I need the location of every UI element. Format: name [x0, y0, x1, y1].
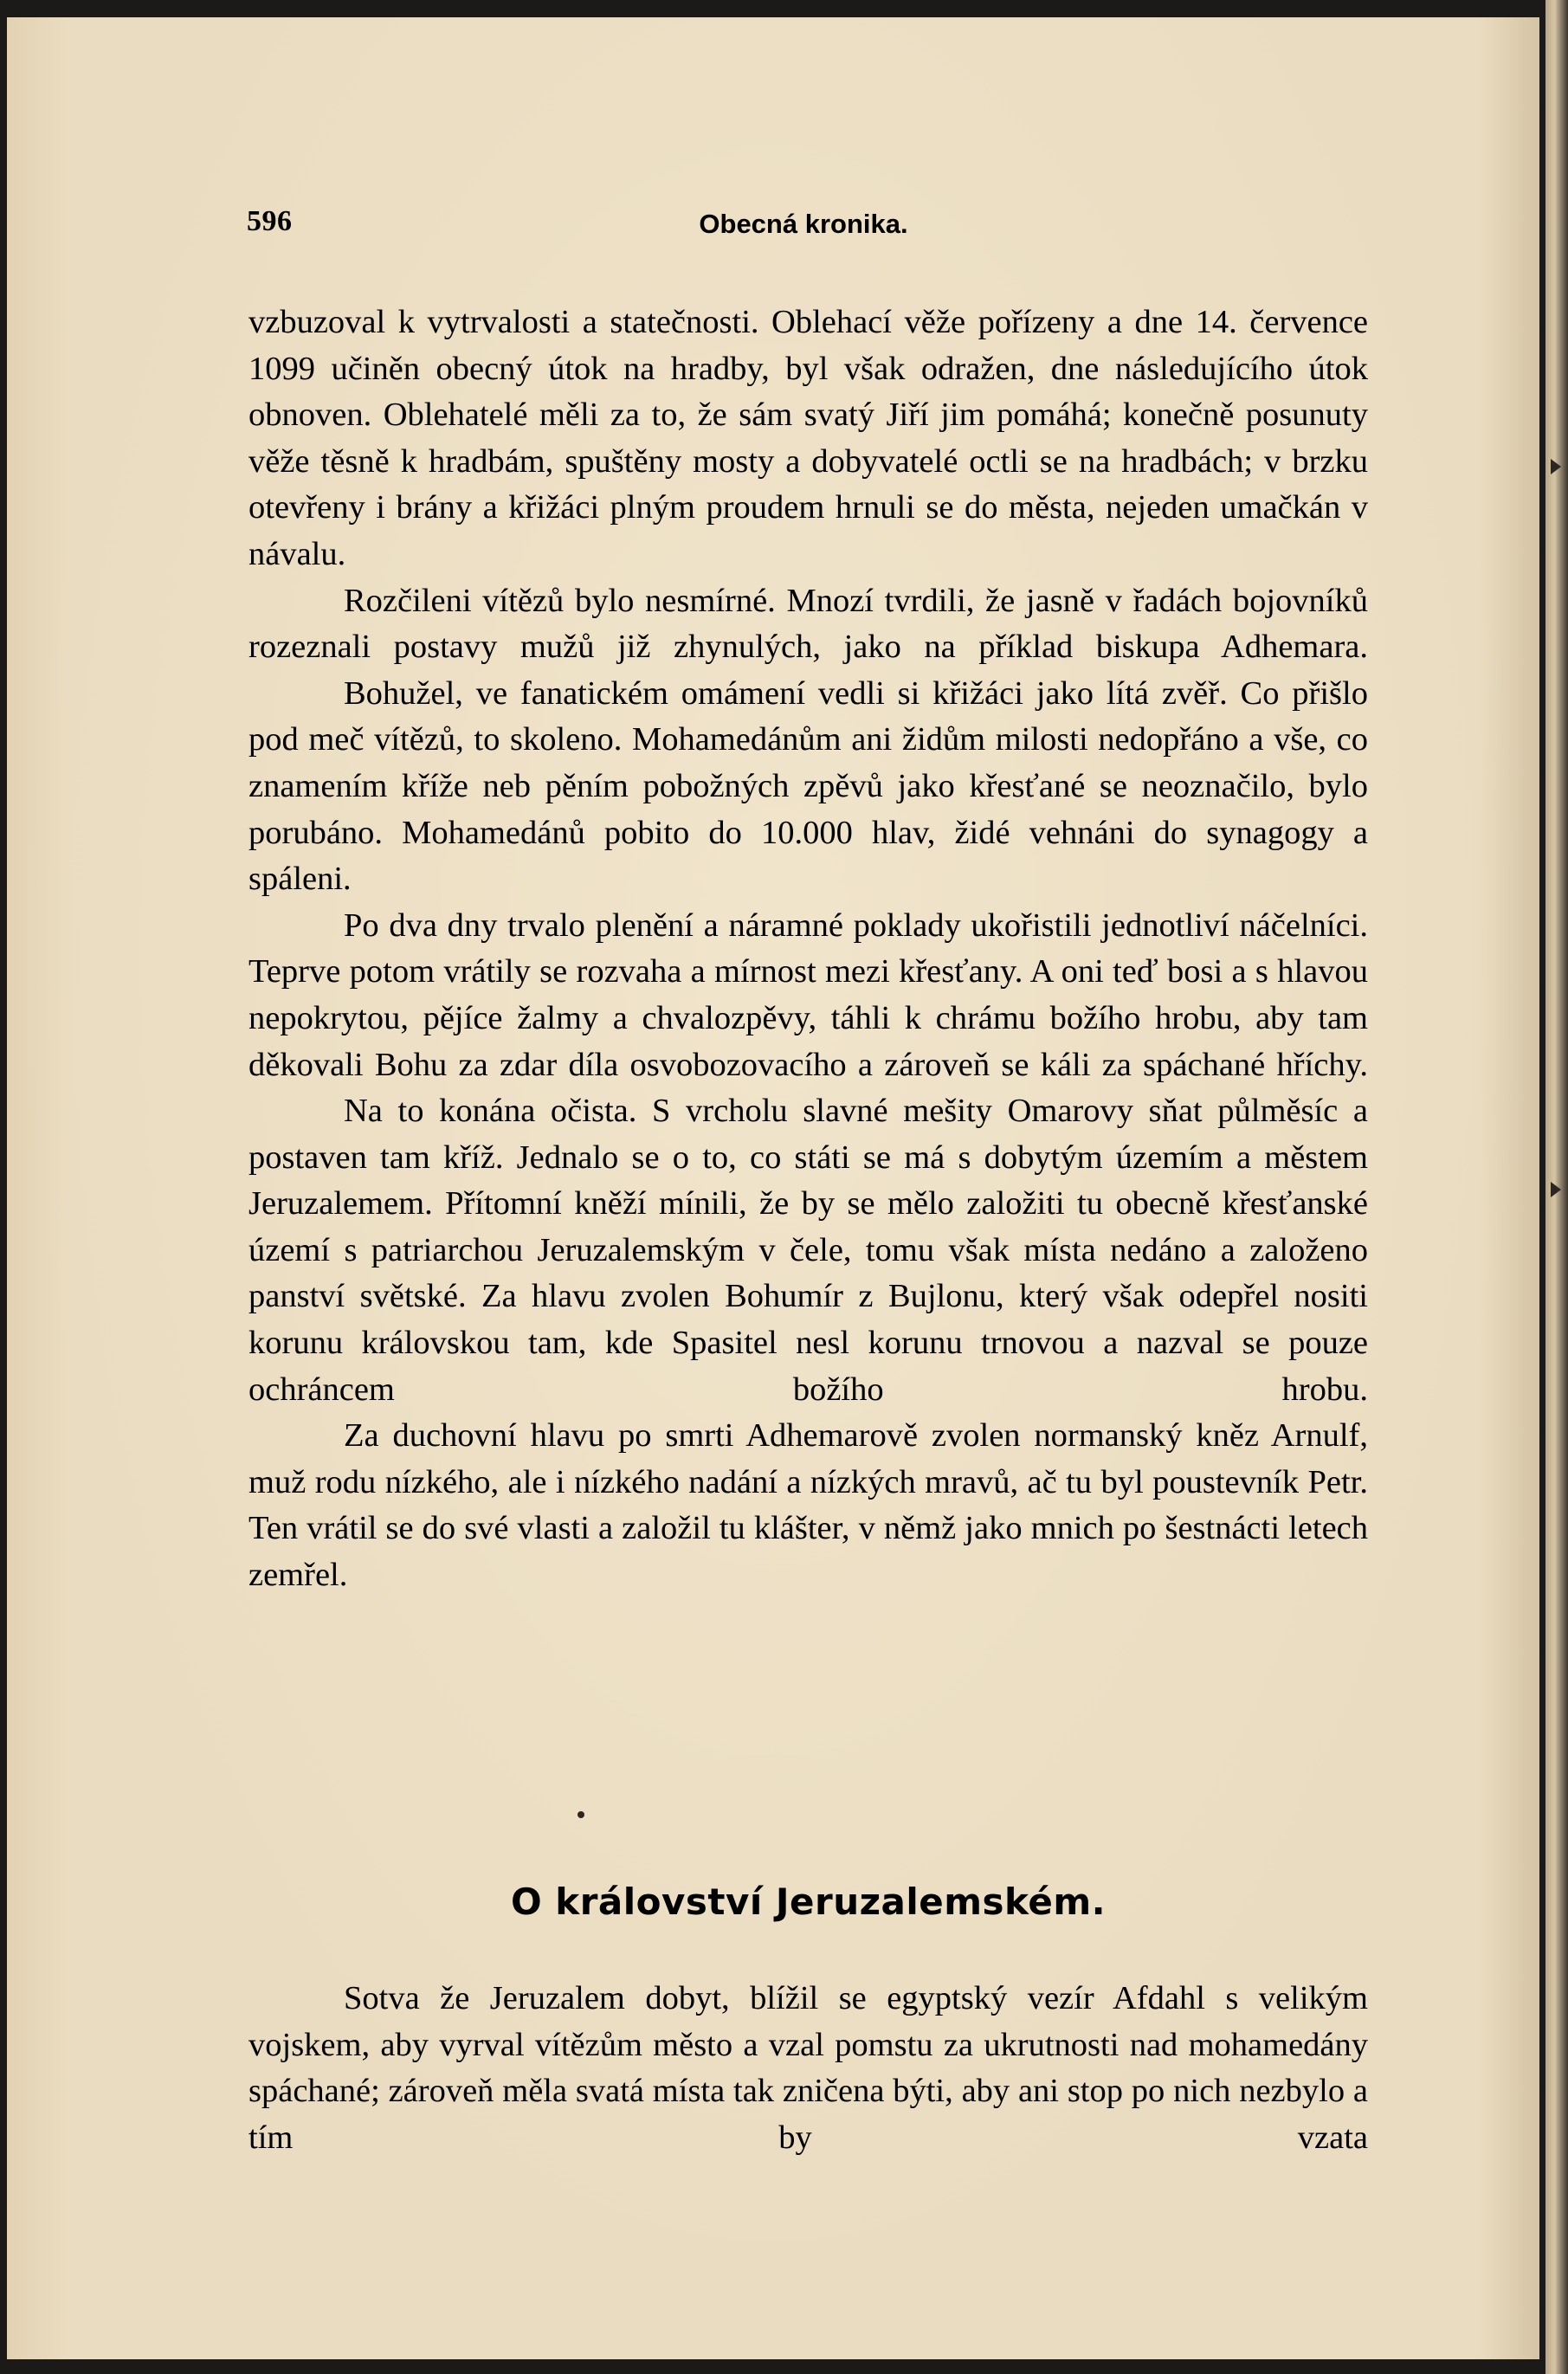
paragraph-4: Po dva dny trvalo plenění a náramné poklady ukořistili jednotliví náčelníci. Teprve potom vrátily se rozvaha a mírnost mezi křesťany. A oni teď bosi a s hlavou nepokrytou, pějíce žalmy a chvalozpěvy, táhli k chrámu božího hrobu, aby tam děkovali Bohu za zdar díla osvobozovacího a zároveň se káli za spáchané hříchy. — [248, 906, 1368, 1083]
section-heading: O království Jeruzalemském. — [510, 1880, 1107, 1923]
paragraph-6: Za duchovní hlavu po smrti Adhemarově zvolen normanský kněz Arnulf, muž rodu nízkého, ale i nízkého nadání a nízkých mravů, ač tu byl poustevník Petr. Ten vrátil se do své vlasti a založil tu klášter, v němž jako mnich po šestnácti letech zemřel. — [248, 1417, 1368, 1594]
ink-speck — [578, 1811, 584, 1818]
edge-tab-marker — [1551, 1182, 1561, 1197]
section-body-text — [248, 1976, 1368, 2161]
paragraph-2: Rozčileni vítězů bylo nesmírné. Mnozí tvrdili, že jasně v řadách bojovníků rozeznali postavy mužů již zhynulých, jako na příklad biskupa Adhemara. — [248, 582, 1368, 666]
edge-tab-marker — [1551, 459, 1561, 474]
paragraph-5: Na to konána očista. S vrcholu slavné mešity Omarovy sňat půlměsíc a postaven tam kříž. Jednalo se o to, co státi se má s dobytým územím a městem Jeruzalemem. Přítomní kněží mínili, že by se mělo založiti tu obecně křesťanské území s patriarchou Jeruzalemským v čele, tomu však místa nedáno a založeno panství světské. Za hlavu zvolen Bohumír z Bujlonu, který však odepřel nositi korunu královskou tam, kde Spasitel nesl korunu trnovou a nazval se pouze ochráncem božího hrobu. — [248, 1093, 1368, 1408]
paragraph-3: Bohužel, ve fanatickém omámení vedli si křižáci jako lítá zvěř. Co přišlo pod meč vítězů, to skoleno. Mohamedánům ani židům milosti nedopřáno a vše, co znamením kříže neb pěním pobožných zpěvů jako křesťané se neoznačilo, bylo porubáno. Mohamedánů pobito do 10.000 hlav, židé vehnáni do synagogy a spáleni. — [248, 674, 1368, 898]
section-paragraph-1: Sotva že Jeruzalem dobyt, blížil se egyptský vezír Afdahl s velikým vojskem, aby vyrval vítězům město a vzal pomstu za ukrutnosti nad mohamedány spáchané; zároveň měla svatá místa tak zničena býti, aby ani stop po nich nezbylo a tím by vzata — [248, 1980, 1368, 2156]
page-number: 596 — [247, 205, 293, 237]
page-header — [240, 205, 1367, 248]
body-text — [248, 300, 1368, 1599]
paragraph-1: vzbuzoval k vytrvalosti a statečnosti. Oblehací věže pořízeny a dne 14. července 1099 učiněn obecný útok na hradby, byl však odražen, dne následujícího útok obnoven. Oblehatelé měli za to, že sám svatý Jiří jim pomáhá; konečně posunuty věže těsně k hradbám, spuštěny mosty a dobyvatelé octli se na hradbách; v brzku otevřeny i brány a křižáci plným proudem hrnuli se do města, nejeden umačkán v návalu. — [248, 304, 1368, 572]
running-title: Obecná kronika. — [699, 209, 908, 239]
